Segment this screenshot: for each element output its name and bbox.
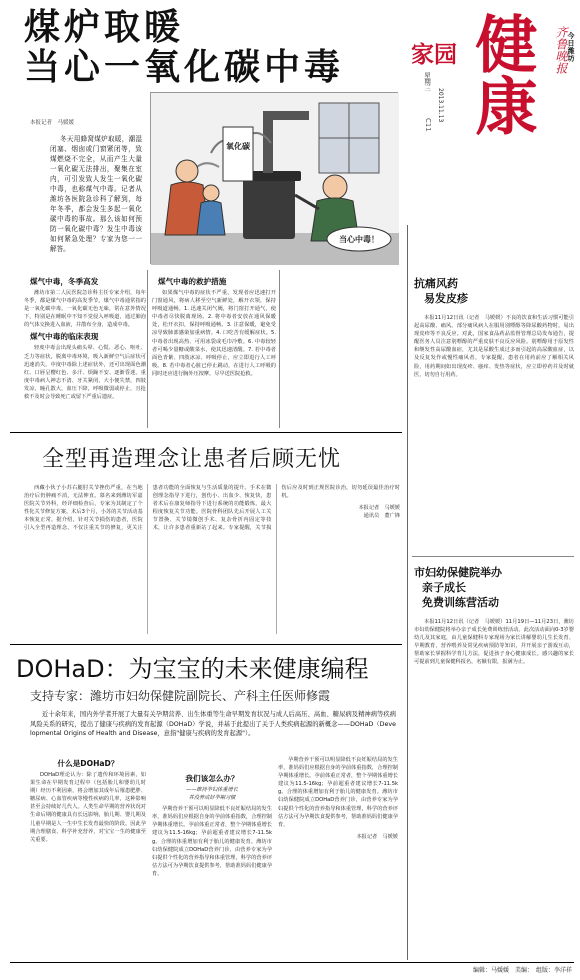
side2-body <box>414 618 574 948</box>
page-number: C11 <box>424 118 432 132</box>
byline: 本报记者 马媛媛 <box>30 120 75 126</box>
article3-byline: 本报记者 马媛媛 <box>356 833 398 840</box>
side1-body-text: 本报11月12日讯（记者 马媛媛）不良的饮食和生活习惯可能引起高尿酸、痛风。部分痛风病人在服用别嘌醇等降尿酸药物时，易出现皮疹等不良反应。对此，国家食品药品监督管理总局发布通告，提醒医务人员注意别嘌醇的严重皮肤不良反应风险。别嘌醇用于原发性和继发性高尿酸血症，尤其是尿酸生成过多而引起的高尿酸血症，以及反复发作或慢性痛风者。专家提醒，患者在用药前应了解相关风险，用药期间如出现皮疹、瘙痒、发热等症状，应立即停药并及时就医，切勿自行用药。 <box>414 315 574 378</box>
article3-col3 <box>278 756 398 956</box>
headline-line2: 当心一氧化碳中毒 <box>24 47 345 88</box>
article2-body-text: 西藏小伙子小苏右腿肘关节挫伤严重，在当地治疗后仍肿痛不消，无法伸直。慕名来到潍坊军嘉医院关节外科，经详细检查后，专家为其制定了个性化关节修复方案。术后3个月，小苏的关节活动基本恢复正常。据介绍，针对关节损伤的患者，医院引入全型再造理念，不仅注重关节的修复，更关注患者功能的全面恢复与生活质量的提升。手术在微创理念指导下进行，创伤小、出血少、恢复快，患者术后在康复师指导下进行系统的功能锻炼，最大程度恢复关节功能。医院骨科团队先后开展人工关节置换、关节镜微创手术、复杂骨折内固定等技术，让许多患者重新站了起来。专家提醒，关节损伤后应及时到正规医院诊治，切勿延误最佳治疗时机。 <box>24 485 400 532</box>
sec1-title: 煤气中毒，冬季高发 <box>30 277 99 286</box>
article3-body-continued: 孕期营养干预可以明显降低不良妊娠结局的发生率，准妈妈们应根据自身的孕前体重指数，合理控制孕期体重增长。孕前体重正常者，整个孕期体重增长建议为11.5-16kg；孕前超重者建议增长7-11.5kg。合理的体重增加有利于胎儿的健康发育。潍坊市妇幼保健院成立DOHaD营养门诊，由营养专家为孕妇提供个性化的营养指导和体重管理，科学的营养评估方法可为孕期饮食提供参考，帮助准妈妈们健康孕育。 <box>278 757 398 828</box>
headline-line1: 煤炉取暖 <box>24 7 185 48</box>
side2-title-line3: 免费训练营活动 <box>422 596 499 609</box>
article3-headline: DOHaD：为宝宝的未来健康编程 <box>16 655 369 683</box>
sub-section-title: 家园 <box>411 42 457 68</box>
side2-body-text: 本报11月12日讯（记者 马媛媛）11月19日—11月23日，潍坊市妇幼保健院将举办亲子成长免费训练营活动。此次活动面向0-3岁婴幼儿及其家庭，由儿童保健科专家现场为家长讲解婴幼儿生长发育、早期教育、营养喂养及常见疾病预防等知识，并开展亲子游戏互动，帮助家长掌握科学育儿方法，促进孩子身心健康成长。感兴趣的家长可提前到儿童保健科报名，名额有限，报满为止。 <box>414 619 574 666</box>
side1-title-line2: 易发皮疹 <box>424 292 468 305</box>
date-label: 2013.11.13 <box>437 88 444 123</box>
sec2-body: 轻度中毒会出现头痛头晕、心慌、恶心、呕吐、乏力等症状，脱离中毒环境，吸入新鲜空气后症状可迅速消失。中度中毒除上述症状外，还可出现面色潮红、口唇呈樱红色、多汗、烦躁不安、逐渐昏迷。重度中毒病人神志不清、牙关紧闭、大小便失禁，四肢发凉，瞳孔散大，血压下降，呼吸微弱或停止，且抢救不及时会导致死亡或留下严重后遗症。 <box>24 345 146 401</box>
footer-rule <box>10 962 574 963</box>
article-coal-stove <box>10 8 400 428</box>
sec1-body: 潍坊市第二人民医院急诊科主任专家介绍，每年冬季，都是煤气中毒的高发季节。煤气中毒通常指的是一氧化碳中毒。一氧化碳无色无味，常在意外情况下，特别是在睡眠中不知不觉侵入呼吸道，通过肺泡的气体交换进入血液，并散布全身，造成中毒。 <box>24 290 146 329</box>
side1-title-line1: 抗痛风药 <box>414 277 458 290</box>
q2-sub1: ——维持孕妇体重增长 <box>186 787 238 793</box>
q1-body: DOHaD理论认为：除了遗传和环境因素，如果生命在早期发育过程中（包括胎儿和婴幼儿时期）经历不利因素，将会增加其成年后罹患肥胖、糖尿病、心血管疾病等慢性疾病的几率，这种影响甚至会持续好几代人。人类生命早期的营养状况对生命后期的健康具有长远影响，胎儿期、婴儿期及儿童早期是人一生中生长发育最快的阶段。因此孕期合理膳食、科学补充营养，对宝宝一生的健康至关重要。 <box>30 772 146 843</box>
weekday-label: 星期三 <box>423 72 431 92</box>
sec2-title: 煤气中毒的临床表现 <box>30 332 99 342</box>
article2-body <box>24 484 400 634</box>
footer-credits: 编辑：马媛媛 美编： 组版：李洋祥 <box>472 967 572 974</box>
side2-title-line2: 亲子成长 <box>422 581 466 594</box>
sidebar-news-camp <box>414 565 574 960</box>
paper-name: 齐鲁晚报 <box>554 26 568 74</box>
article3-col1 <box>30 756 146 956</box>
masthead <box>405 0 580 150</box>
article-joint-repair <box>10 438 402 638</box>
article2-byline: 本报记者 马媛媛 <box>358 505 400 512</box>
q1-title: 什么是DOHaD？ <box>57 759 119 768</box>
sidebar-divider <box>407 225 408 960</box>
cartoon-svg <box>151 93 399 265</box>
article3-subtitle: 支持专家：潍坊市妇幼保健院副院长、产科主任医师修霞 <box>30 689 331 703</box>
article2-headline: 全型再造理念让患者后顾无忧 <box>42 447 342 472</box>
lead-paragraph <box>50 134 142 264</box>
q2-sub2: 并没养成好孕期习惯 <box>188 795 236 802</box>
article1-col2 <box>152 274 276 424</box>
side1-body <box>414 314 574 544</box>
divider <box>279 270 280 428</box>
sec3-body: 如果煤气中毒的症状不严重，发现者应迅速打开门窗通风，将病人移至空气新鲜处，解开衣领，保持呼吸道通畅。1. 迅速关闭气阀，将门窗打开通气，使中毒者尽快脱离现场。2. 将中毒者安放在通风保暖处，松开衣扣，保持呼吸通畅。3. 注意保暖，避免受凉导致肺部感染加重病情。4. 口吃苦有缓解症状。5. 中毒者出现高热、可用冰袋或毛巾冷敷。6. 中毒较轻者可喝少量糖或酸菜水，使其迅速清醒。7. 若中毒者面色青紫、四肢冰凉、呼吸停止，应立即进行人工呼吸。8. 若中毒者心脏已停止跳动，在进行人工呼吸的同时还应进行胸外压按摩，尽早送医院抢救。 <box>152 290 276 377</box>
section-rule <box>10 644 402 645</box>
edition-name: 今日潍坊 <box>567 32 575 62</box>
side2-title-line1: 市妇幼保健院举办 <box>414 566 502 579</box>
article3-col2 <box>152 756 272 956</box>
section-rule <box>10 432 402 433</box>
q2-body: 孕期营养干预可以明显降低不良妊娠结局的发生率，准妈妈们应根据自身的孕前体重指数，合理控制孕期体重增长。孕前体重正常者，整个孕期体重增长建议为11.5-16kg；孕前超重者建议增长7-11.5kg。合理的体重增加有利于胎儿的健康发育。潍坊市妇幼保健院成立DOHaD营养门诊，由营养专家为孕妇提供个性化的营养指导和体重管理，科学的营养评估方法可为孕期饮食提供参考，帮助准妈妈们健康孕育。 <box>152 806 272 877</box>
sidebar-rule <box>412 556 574 557</box>
sec3-title: 煤气中毒的救护措施 <box>158 277 227 286</box>
article-dohad <box>10 650 402 960</box>
article2-byline2: 通讯员 董广锋 <box>363 513 400 520</box>
section-title: 健康 <box>465 12 538 136</box>
article1-col1 <box>24 274 146 424</box>
divider <box>147 270 148 428</box>
article3-lead: 近十余年来，国内外学者开展了大量有关孕期营养、出生体重等生命早期发育状况与成人后高压、高血、糖尿病及精神病等疾病风险关系的研究，提出了健康与疾病的发育起源（DOHaD）学说，并基于此提出了关于人类疾病起源的新概念——DOHaD（Developmental Origins of Health and Disease，意指"健康与疾病的发育起源"）。 <box>30 711 396 737</box>
q2-title: 我们该怎么办？ <box>185 774 239 783</box>
cartoon-illustration <box>150 92 398 264</box>
cartoon-sign-text: 氧化碳 <box>226 142 250 151</box>
cartoon-bubble-text: 当心中毒！ <box>339 235 379 244</box>
lead-text: 冬天用蜂窝煤炉取暖，潮湿闭塞、烟囱或门窗紧闭等，致煤燃烧不完全，从而产生大量一氧化碳无法排出，聚集在室内，可引发致人发生一氧化碳中毒，也称煤气中毒。记者从潍坊各医院急诊科了解到，每年冬季，都会发生多起一氧化碳中毒的事故。那么该如何预防一氧化碳中毒？发生中毒该如何紧急处理？专家为您一一解答。 <box>50 135 142 253</box>
sidebar-news-gout <box>414 276 574 546</box>
